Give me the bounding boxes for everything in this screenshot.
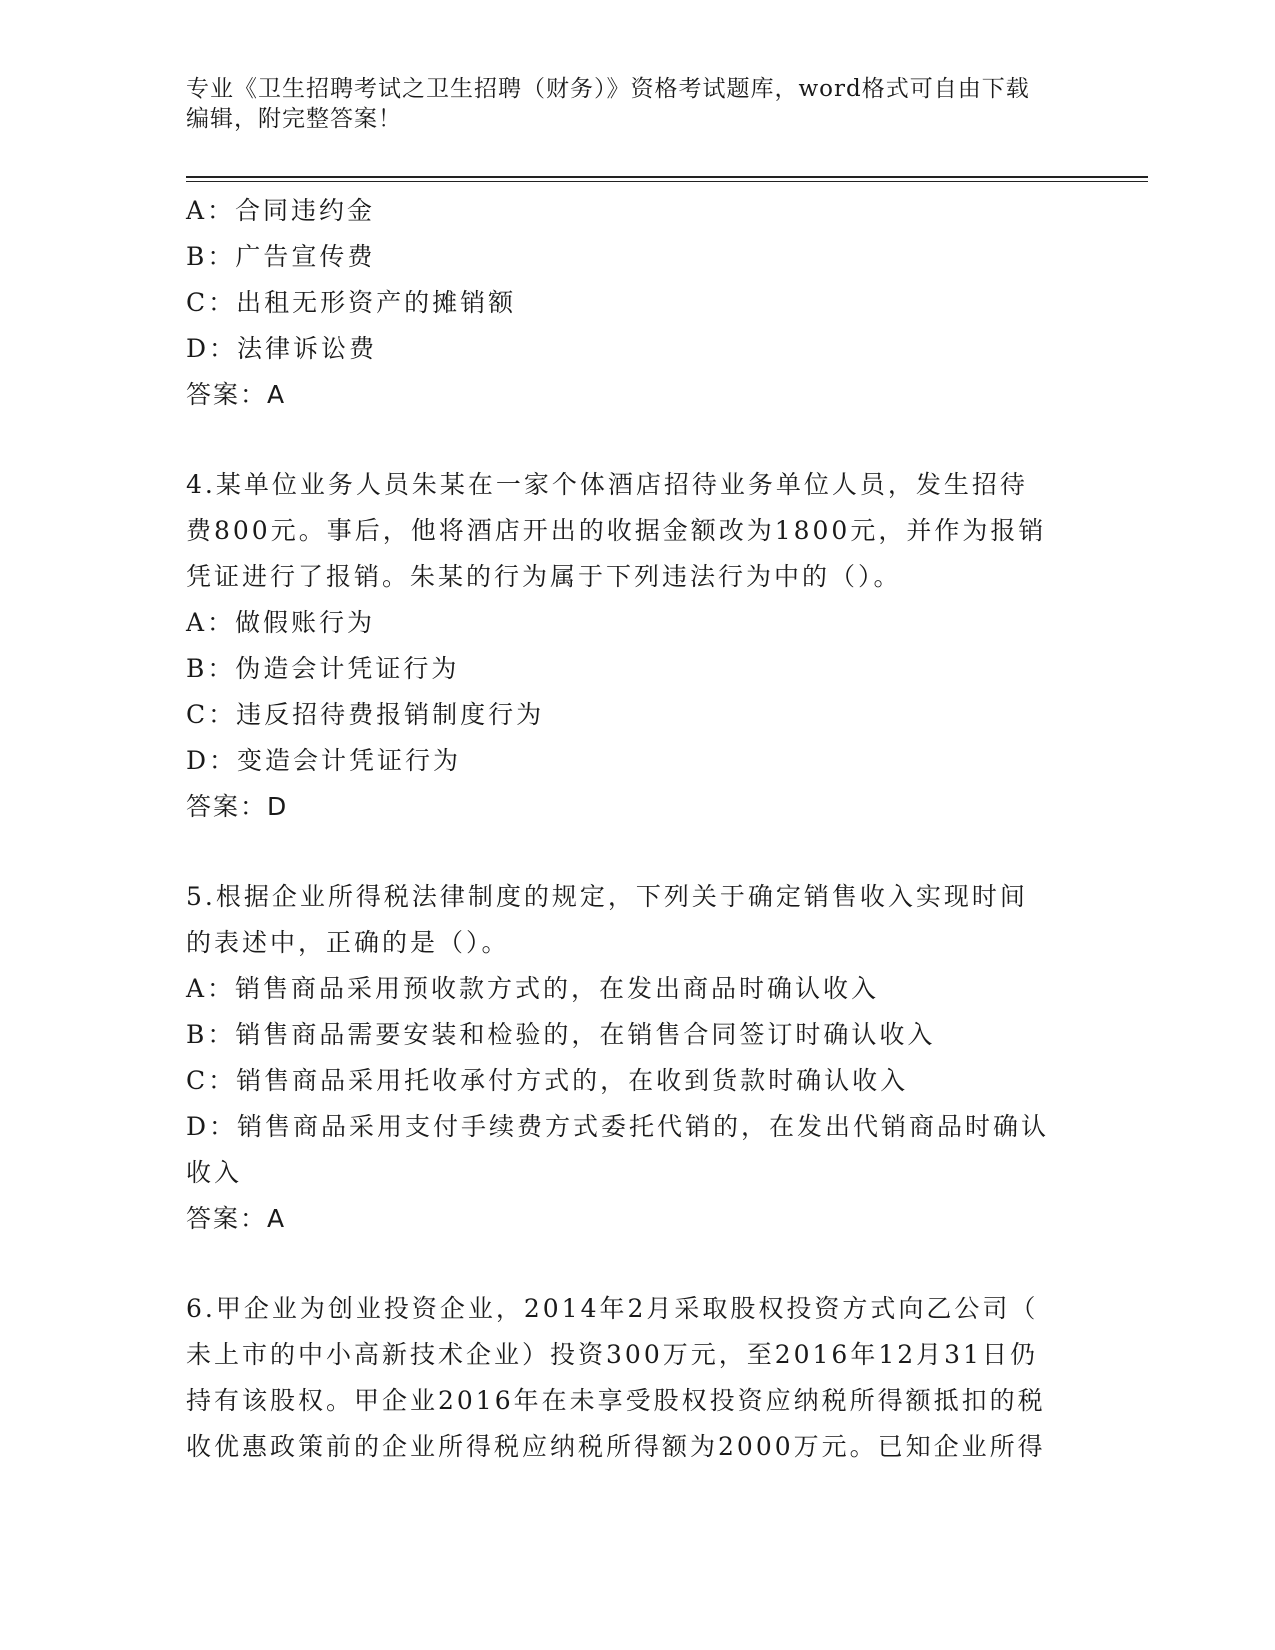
- option-c: C：销售商品采用托收承付方式的，在收到货款时确认收入: [186, 1066, 909, 1095]
- option-c: C：出租无形资产的摊销额: [186, 288, 517, 317]
- option-c: C：违反招待费报销制度行为: [186, 700, 545, 729]
- option-d: D：法律诉讼费: [186, 334, 378, 363]
- option-b: B：广告宣传费: [186, 242, 376, 271]
- question-stem-line: 4.某单位业务人员朱某在一家个体酒店招待业务单位人员，发生招待: [186, 470, 1028, 499]
- header-line-1: 专业《卫生招聘考试之卫生招聘（财务）》资格考试题库，word格式可自由下载: [186, 76, 1030, 102]
- question-spacer: [186, 418, 1066, 462]
- question-stem-line: 5.根据企业所得税法律制度的规定，下列关于确定销售收入实现时间: [186, 882, 1028, 911]
- question-stem-line: 未上市的中小高新技术企业）投资300万元，至2016年12月31日仍: [186, 1340, 1038, 1369]
- option-d: D：销售商品采用支付手续费方式委托代销的，在发出代销商品时确认: [186, 1112, 1050, 1141]
- answer-line: 答案：A: [186, 1204, 287, 1233]
- question-stem-line: 6.甲企业为创业投资企业，2014年2月采取股权投资方式向乙公司（: [186, 1294, 1039, 1323]
- question-3: [186, 188, 1066, 418]
- question-4: [186, 462, 1066, 830]
- option-d: D：变造会计凭证行为: [186, 746, 462, 775]
- question-spacer: [186, 1242, 1066, 1286]
- question-stem-line: 收优惠政策前的企业所得税应纳税所得额为2000万元。已知企业所得: [186, 1432, 1046, 1461]
- answer-line: 答案：D: [186, 792, 289, 821]
- document-header: [186, 74, 1066, 134]
- question-6: [186, 1286, 1066, 1470]
- question-5: [186, 874, 1066, 1242]
- question-stem-line: 持有该股权。甲企业2016年在未享受股权投资应纳税所得额抵扣的税: [186, 1386, 1046, 1415]
- header-divider-thin: [186, 181, 1148, 182]
- option-d-continued: 收入: [186, 1158, 243, 1187]
- question-stem-line: 的表述中，正确的是（）。: [186, 928, 510, 957]
- option-b: B：伪造会计凭证行为: [186, 654, 460, 683]
- option-b: B：销售商品需要安装和检验的，在销售合同签订时确认收入: [186, 1020, 936, 1049]
- option-a: A：合同违约金: [186, 196, 376, 225]
- question-stem-line: 费800元。事后，他将酒店开出的收据金额改为1800元，并作为报销: [186, 516, 1047, 545]
- header-line-2: 编辑，附完整答案！: [186, 106, 402, 132]
- header-divider-thick: [186, 176, 1148, 178]
- option-a: A：做假账行为: [186, 608, 376, 637]
- question-stem-line: 凭证进行了报销。朱某的行为属于下列违法行为中的（）。: [186, 562, 902, 591]
- question-content: [186, 188, 1066, 1470]
- question-spacer: [186, 830, 1066, 874]
- answer-line: 答案：A: [186, 380, 287, 409]
- option-a: A：销售商品采用预收款方式的，在发出商品时确认收入: [186, 974, 880, 1003]
